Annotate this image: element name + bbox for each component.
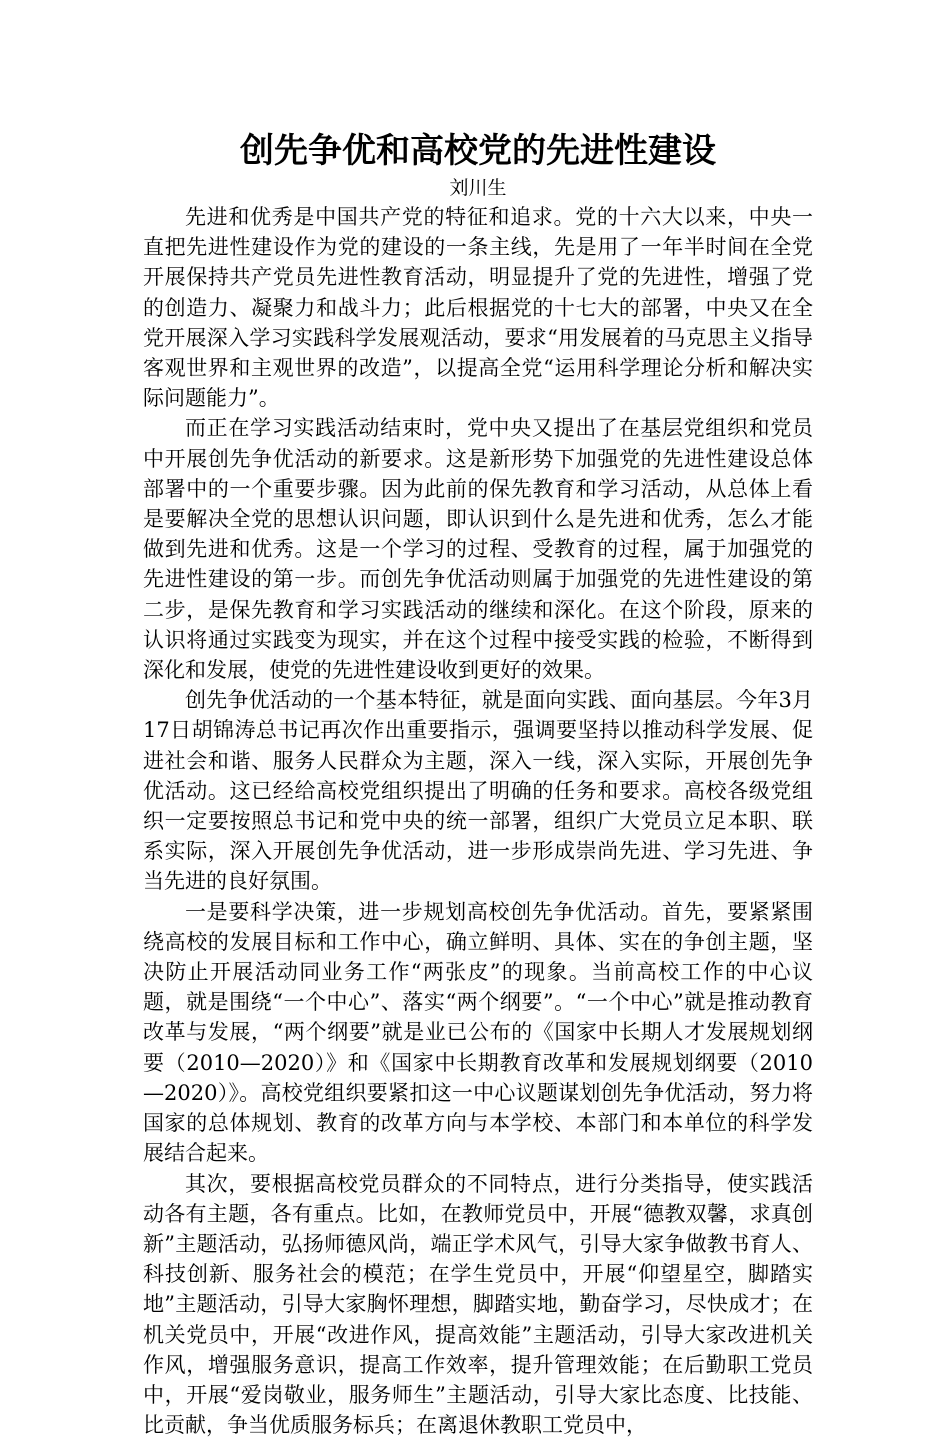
paragraph-3: 创先争优活动的一个基本特征，就是面向实践、面向基层。今年3月17日胡锦涛总书记再次作出重要指示，强调要坚持以推动科学发展、促进社会和谐、服务人民群众为主题，深入一线，深入实际，开展创先争优活动。这已经给高校党组织提出了明确的任务和要求。高校各级党组织一定要按照总书记和党中央的统一部署，组织广大党员立足本职、联系实际，深入开展创先争优活动，进一步形成崇尚先进、学习先进、争当先进的良好氛围。 <box>143 685 813 896</box>
author-name: 刘川生 <box>143 174 813 202</box>
paragraph-5: 其次，要根据高校党员群众的不同特点，进行分类指导，使实践活动各有主题，各有重点。比如，在教师党员中，开展“德教双馨，求真创新”主题活动，弘扬师德风尚，端正学术风气，引导大家争做教书育人、科技创新、服务社会的模范；在学生党员中，开展“仰望星空，脚踏实地”主题活动，引导大家胸怀理想，脚踏实地，勤奋学习，尽快成才；在机关党员中，开展“改进作风，提高效能”主题活动，引导大家改进机关作风，增强服务意识，提高工作效率，提升管理效能；在后勤职工党员中，开展“爱岗敬业，服务师生”主题活动，引导大家比态度、比技能、比贡献，争当优质服务标兵；在离退休教职工党员中， <box>143 1169 813 1440</box>
paragraph-1: 先进和优秀是中国共产党的特征和追求。党的十六大以来，中央一直把先进性建设作为党的建设的一条主线，先是用了一年半时间在全党开展保持共产党员先进性教育活动，明显提升了党的先进性，增强了党的创造力、凝聚力和战斗力；此后根据党的十七大的部署，中央又在全党开展深入学习实践科学发展观活动，要求“用发展着的马克思主义指导客观世界和主观世界的改造”，以提高全党“运用科学理论分析和解决实际问题能力”。 <box>143 202 813 413</box>
article-body <box>143 128 813 1440</box>
article-title: 创先争优和高校党的先进性建设 <box>143 128 813 174</box>
paragraph-2: 而正在学习实践活动结束时，党中央又提出了在基层党组织和党员中开展创先争优活动的新要求。这是新形势下加强党的先进性建设总体部署中的一个重要步骤。因为此前的保先教育和学习活动，从总体上看是要解决全党的思想认识问题，即认识到什么是先进和优秀，怎么才能做到先进和优秀。这是一个学习的过程、受教育的过程，属于加强党的先进性建设的第一步。而创先争优活动则属于加强党的先进性建设的第二步，是保先教育和学习实践活动的继续和深化。在这个阶段，原来的认识将通过实践变为现实，并在这个过程中接受实践的检验，不断得到深化和发展，使党的先进性建设收到更好的效果。 <box>143 413 813 685</box>
paragraph-4: 一是要科学决策，进一步规划高校创先争优活动。首先，要紧紧围绕高校的发展目标和工作中心，确立鲜明、具体、实在的争创主题，坚决防止开展活动同业务工作“两张皮”的现象。当前高校工作的中心议题，就是围绕“一个中心”、落实“两个纲要”。“一个中心”就是推动教育改革与发展，“两个纲要”就是业已公布的《国家中长期人才发展规划纲要（2010—2020）》和《国家中长期教育改革和发展规划纲要（2010—2020）》。高校党组织要紧扣这一中心议题谋划创先争优活动，努力将国家的总体规划、教育的改革方向与本学校、本部门和本单位的科学发展结合起来。 <box>143 897 813 1169</box>
